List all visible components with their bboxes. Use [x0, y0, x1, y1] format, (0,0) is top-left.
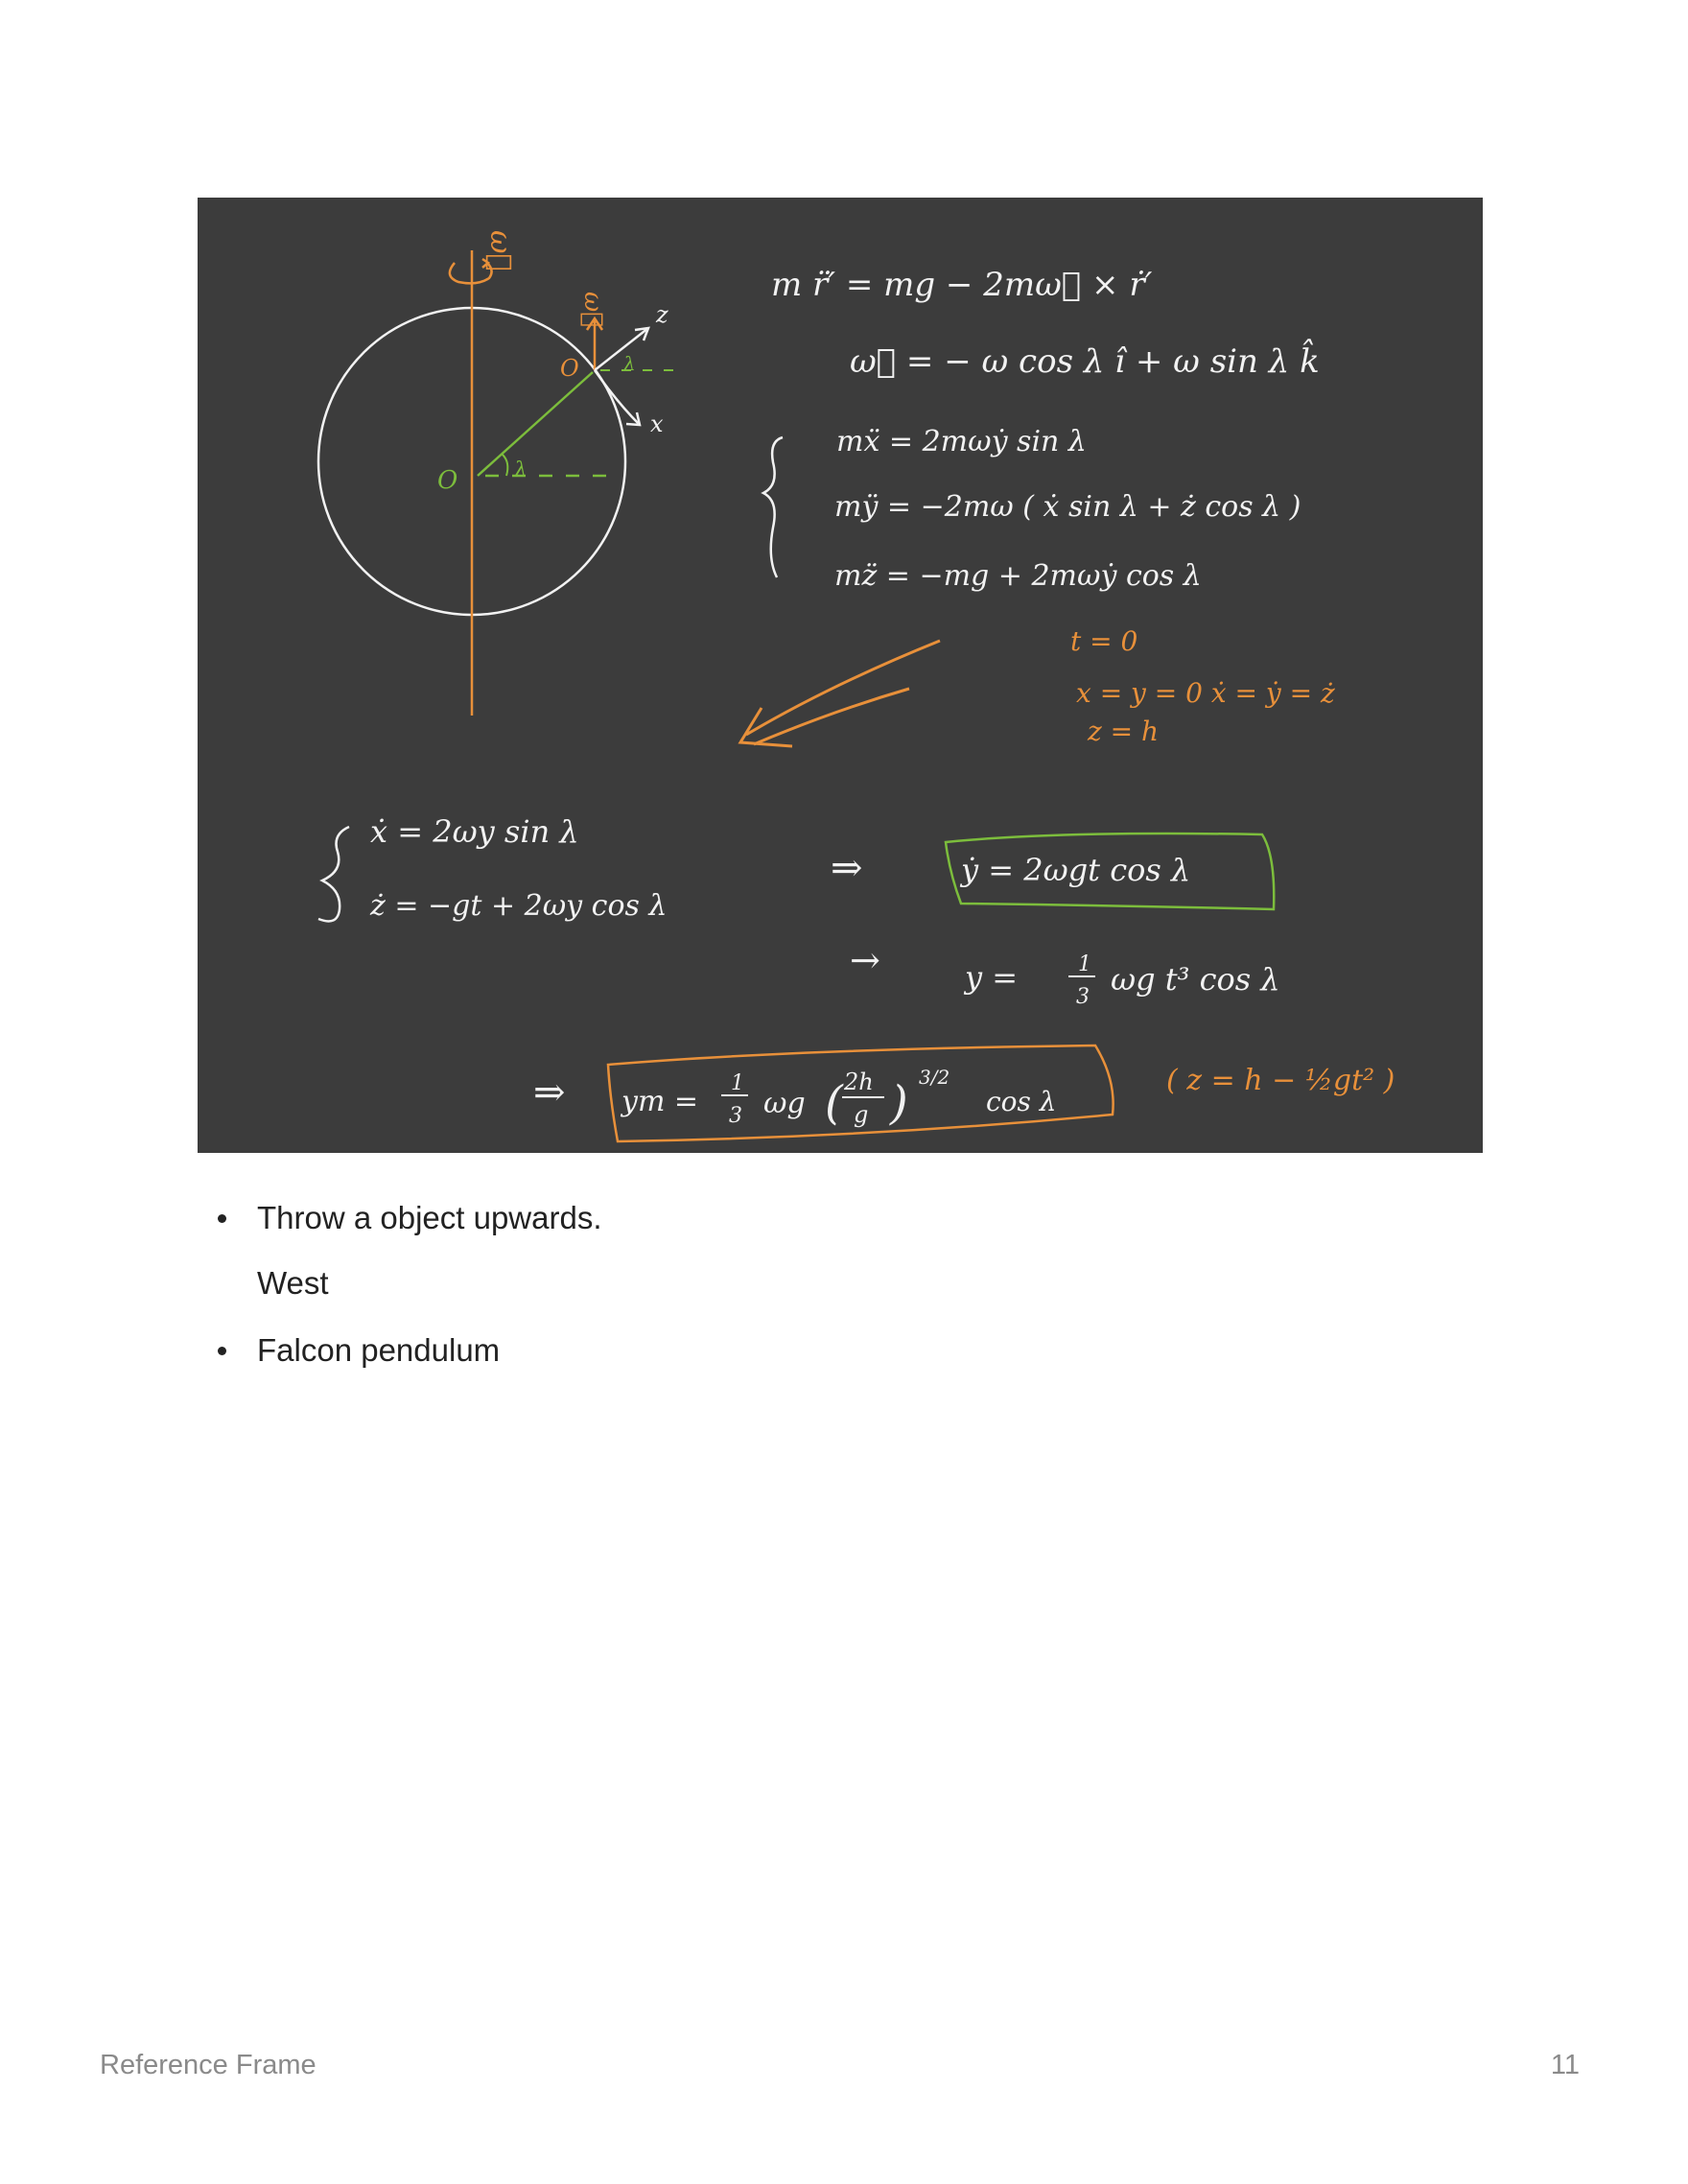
- page-number: 11: [1550, 2050, 1580, 2080]
- local-origin-label: O: [560, 355, 579, 382]
- z-axis-label: z: [656, 301, 668, 328]
- whiteboard-image: [198, 198, 1483, 1153]
- x-axis-arrow: [595, 370, 639, 424]
- final-den: 3: [729, 1104, 742, 1128]
- integrated-equations: [318, 813, 667, 923]
- final-paren-den: g: [854, 1101, 869, 1128]
- final-wg: ωg: [763, 1087, 806, 1120]
- final-note: ( z = h − ½gt² ): [1166, 1064, 1395, 1097]
- final-num: 1: [731, 1071, 744, 1095]
- result-y-rhs: ωg t³ cos λ: [1111, 961, 1280, 998]
- footer-title: Reference Frame: [100, 2050, 316, 2080]
- lambda-center-label: λ: [514, 458, 528, 482]
- initial-conditions: [1070, 625, 1335, 747]
- result-y-num: 1: [1078, 952, 1091, 976]
- eq-omega: ω⃗ = − ω cos λ î + ω sin λ k̂: [850, 342, 1320, 381]
- eq-x: mẍ = 2mωẏ sin λ: [836, 425, 1087, 458]
- system-brace: [763, 437, 783, 577]
- bullet-icon: [218, 1214, 226, 1223]
- bullet-item-throw: [213, 1197, 602, 1239]
- bullet-item-falcon: [213, 1329, 602, 1372]
- omega-axis-label: ω⃗: [483, 230, 517, 271]
- equations-block: [763, 266, 1320, 593]
- radius-line: [478, 372, 593, 476]
- final-exp: 3/2: [919, 1066, 950, 1089]
- eq-y: mÿ = −2mω ( ẋ sin λ + ż cos λ ): [834, 490, 1301, 524]
- z-axis-arrow: [595, 328, 648, 370]
- earth-diagram: [318, 230, 677, 716]
- lambda-arc-center: [503, 455, 507, 476]
- lambda-top-label: λ: [623, 352, 636, 375]
- x-axis-label: x: [650, 411, 664, 437]
- final-paren-close: ): [890, 1076, 908, 1130]
- arrow-single: →: [850, 939, 880, 981]
- results: [533, 834, 1395, 1141]
- eq-z: mz̈ = −mg + 2mωẏ cos λ: [834, 559, 1202, 593]
- final-paren-num: 2h: [844, 1069, 874, 1095]
- eq-newton: m r̈′ = mg − 2mω⃗ × ṙ′: [771, 266, 1153, 304]
- result-y-lhs: y =: [965, 959, 1019, 996]
- big-arrow-icon: [740, 641, 940, 746]
- int-z: ż = −gt + 2ωy cos λ: [370, 889, 668, 923]
- center-label: O: [437, 466, 458, 495]
- init-xy: x = y = 0 ẋ = ẏ = ż: [1076, 677, 1335, 709]
- bullet-sub-west: West: [257, 1265, 329, 1301]
- init-t: t = 0: [1070, 625, 1138, 657]
- integrated-brace: [318, 827, 349, 921]
- int-x: ẋ = 2ωy sin λ: [370, 813, 579, 850]
- arrow-double-2: ⇒: [533, 1070, 566, 1115]
- final-paren-open: (: [825, 1076, 843, 1130]
- final-lhs: ym =: [621, 1085, 699, 1118]
- bullet-text-throw: Throw a object upwards.: [257, 1200, 602, 1235]
- result-ydot: ẏ = 2ωgt cos λ: [961, 852, 1191, 888]
- bullet-icon: [218, 1347, 226, 1355]
- bullet-list: [213, 1197, 602, 1372]
- arrow-double-1: ⇒: [831, 846, 863, 890]
- local-omega-label: ω⃗: [578, 292, 607, 327]
- init-z: z = h: [1088, 716, 1160, 747]
- whiteboard-drawing: [198, 198, 1483, 1153]
- result-y-den: 3: [1076, 985, 1090, 1009]
- bullet-text-falcon: Falcon pendulum: [257, 1332, 501, 1368]
- final-cos: cos λ: [986, 1086, 1057, 1117]
